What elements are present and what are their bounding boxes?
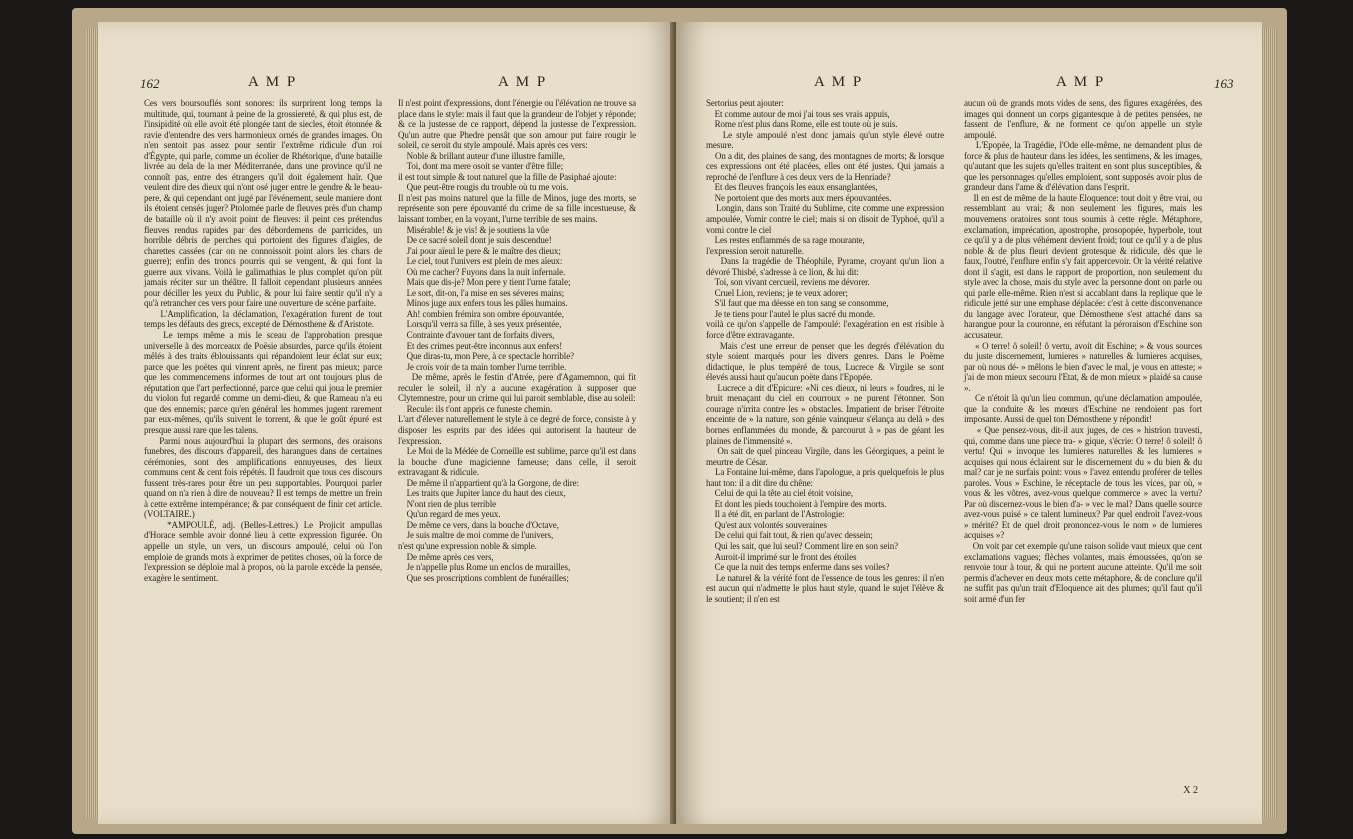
right-page <box>676 22 1262 824</box>
left-page <box>98 22 676 824</box>
running-header-right-col2: A M P <box>1056 74 1106 90</box>
page-edges-left <box>86 28 98 818</box>
right-page-column-2: aucun où de grands mots vides de sens, des figures exagérées, des images qui donnent un corps gigantesque à de petites pensées, ne fassent de l'enflure, & ne forment ce qu'on appelle un style ampoulé. L'Epopée, la Tragédie, l'Ode elle-même, ne demandent plus de force & plus de hauteur dans les idées, les sentimens, & les images, qu'autant que les sujets qu'elles traitent en sont plus susceptibles, & que les personnages qu'elles emploient, sont supposés avoir plus de grandeur dans l'ame & d'élévation dans l'esprit. Il en est de même de la haute Eloquence: tout doit y être vrai, ou ressemblant au vrai; & non seulement les figures, mais les mouvemens oratoires sont tous soumis à cette règle. Métaphore, exclamation, imprécation, apostrophe, prosopopée, hyperbole, tout ce qu'il y a de plus véhément devient froid; tout ce qu'il y a de plus noble & de plus fleuri devient grotesque & ridicule, dès que le faux, l'outré, l'enflure enfin s'y fait appercevoir. Or la vérité relative dont il s'agit, est dans le rapport de proportion, non seulement du style avec la chose, mais du style avec la personne dont on parle ou qui parle elle-même. Rien n'est si accablant dans la replique que le ridicule jetté sur une emphase déplacée: c'est à cette disconvenance du langage avec l'orateur, que Démosthene s'est attaché dans sa harangue pour la couronne, en réfutant la péroraison d'Eschine son accusateur. « O terre! ô soleil! ô vertu, avoit dit Eschine; » & vous sources du juste discernement, lumieres » naturelles & lumieres acquises, par où nous dé- » mêlons le bien d'avec le mal, je vous en atteste; » j'ai de mon mieux secouru l'Etat, & de mon mieux » plaidé sa cause ». Ce n'étoit là qu'un lieu commun, qu'une déclamation ampoulée, que la conduite & les mœurs d'Eschine ne rendoient pas fort imposante. Aussi de quel ton Démosthene y répondit! « Que pensez-vous, dit-il aux juges, de ces » histrion travesti, qui, comme dans une piece tra- » gique, s'écrie: O terre! ô soleil! ô vertu! Qui » invoque les lumieres naturelles & les lumieres » acquises qui nous éclairent sur le discernement du » du bien & du mal? car je ne surfais point: vous » l'avez entendu proférer de telles paroles. Vous » Eschine, le réceptacle de tous les vices, par où, » vous & les vôtres, avez-vous quelque commerce » avec la vertu? Par où discernez-vous le bien d'a- » vec le mal? Dans quelle source avez-vous puisé » ce talent lumineux? Par quel endroit l'avez-vous » mérité? Et de quel droit prononcez-vous le nom » de lumieres acquises »? On voit par cet exemple qu'une raison solide vaut mieux que cent exclamations vagues; flèches volantes, mais émoussées, qu'on se renvoie tour à tour, & qui ne portent aucune atteinte. Qu'il me soit permis d'achever en deux mots cette métaphore, & de conclure qu'il ne suffit pas qu'un trait d'Eloquence ait des plumes; qu'il faut qu'il soit armé d'un fer <box>964 98 1203 604</box>
running-header-right-col1: A M P <box>814 74 864 90</box>
page-number-left: 162 <box>140 76 160 91</box>
page-edges-right <box>1261 28 1277 818</box>
signature-mark: X 2 <box>1183 785 1198 796</box>
running-header-left-col1: A M P <box>248 74 298 90</box>
running-header-left-col2: A M P <box>498 74 548 90</box>
right-page-column-1: Sertorius peut ajouter: Et comme autour de moi j'ai tous ses vrais appuis, Rome n'est plus dans Rome, elle est toute où je suis. Le style ampoulé n'est donc jamais qu'un style élevé outre mesure. On a dit, des plaines de sang, des montagnes de morts; & lorsque ces expressions ont été placées, elles ont été justes. Qui jamais a reproché de l'enflure à ces deux vers de la Henriade? Et des fleuves françois les eaux ensanglantées, Ne portoient que des morts aux mers épouvantées. Longin, dans son Traité du Sublime, cite comme une expression ampoulée, Vomir contre le ciel; mais si on disoit de Typhoé, qu'il a vomi contre le ciel Les restes enflammés de sa rage mourante, l'expression seroit naturelle. Dans la tragédie de Théophile, Pyrame, croyant qu'un lion a dévoré Thisbé, s'adresse à ce lion, & lui dit: Toi, son vivant cercueil, reviens me dévorer. Cruel Lion, reviens; je te veux adorer; S'il faut que ma déesse en ton sang se consomme, Je te tiens pour l'autel le plus sacré du monde. voilà ce qu'on s'appelle de l'ampoulé: l'exagération en est risible à force d'être extravagante. Mais c'est une erreur de penser que les degrés d'élévation du style soient marqués pour les divers genres. Dans le Poëme didactique, le plus tempéré de tous, Lucrece & Virgile se sont élevés aussi haut qu'aucun poëte dans l'Epopée. Lucrece a dit d'Epicure: «Ni ces dieux, ni leurs » foudres, ni le bruit menaçant du ciel en courroux » ne purent l'étonner. Son courage n'irrita contre les » obstacles. Impatient de briser l'étroite enceinte de » la nature, son génie vainqueur s'élança au delà » des bornes enflammées du monde, & parcourut à » pas de géant les plaines de l'immensité ». On sait de quel pinceau Virgile, dans les Géorgiques, a peint le meurtre de César. La Fontaine lui-même, dans l'apologue, a pris quelquefois le plus haut ton: il a dit dire du chêne: Celui de qui la tête au ciel étoit voisine, Et dont les pieds touchoient à l'empire des morts. Il a été dit, en parlant de l'Astrologie: Qu'est aux volontés souveraines De celui qui fait tout, & rien qu'avec dessein; Qui les sait, que lui seul? Comment lire en son sein? Auroit-il imprimé sur le front des étoiles Ce que la nuit des temps enferme dans ses voiles? Le naturel & la vérité font de l'essence de tous les genres: il n'en est aucun qui n'admette le plus haut style, quand le sujet l'élève & le soutient; il n'en est <box>706 98 944 604</box>
left-page-column-2: Il n'est point d'expressions, dont l'énergie ou l'élévation ne trouve sa place dans le style: mais il faut que la grandeur de l'objet y réponde; & ce la justesse de ce rapport, dépend la justesse de l'expression. Qu'un autre que Phedre pensât que son amour put faire rougir le soleil, ce seroit du style ampoulé. Mais après ces vers: Noble & brillant auteur d'une illustre famille, Toi, dont ma mere osoit se vanter d'être fille; il est tout simple & tout naturel que la fille de Pasiphaé ajoute: Que peut-être rougis du trouble où tu me vois. Il n'est pas moins naturel que la fille de Minos, juge des morts, se représente son pere épouvanté du crime de sa fille incestueuse, & laissant tomber, en la voyant, l'urne terrible de ses mains. Misérable! & je vis! & je soutiens la vûe De ce sacré soleil dont je suis descendue! J'ai pour aïeul le pere & le maître des dieux; Le ciel, tout l'univers est plein de mes aïeux: Où me cacher? Fuyons dans la nuit infernale. Mais que dis-je? Mon pere y tient l'urne fatale; Le sort, dit-on, l'a mise en ses séveres mains; Minos juge aux enfers tous les pâles humains. Ah! combien frémira son ombre épouvantée, Lorsqu'il verra sa fille, à ses yeux présentée, Contrainte d'avouer tant de forfaits divers, Et des crimes peut-être inconnus aux enfers! Que diras-tu, mon Pere, à ce spectacle horrible? Je crois voir de ta main tomber l'urne terrible. De même, après le festin d'Atrée, pere d'Agamemnon, qui fit reculer le soleil, il n'y a aucune exagération à supposer que Clytemnestre, pour un crime qui lui paroit semblable, dise au soleil: Recule: ils t'ont appris ce funeste chemin. L'art d'élever naturellement le style à ce degré de force, consiste à y disposer les esprits par des idées qui autorisent la hauteur de l'expression. Le Moi de la Médée de Corneille est sublime, parce qu'il est dans la bouche d'une magicienne fameuse; dans celle, il seroit extravagant & ridicule. De même il n'appartient qu'à la Gorgone, de dire: Les traits que Jupiter lance du haut des cieux, N'ont rien de plus terrible Qu'un regard de mes yeux. De même ce vers, dans la bouche d'Octave, Je suis maître de moi comme de l'univers, n'est qu'une expression noble & simple. De même après ces vers, Je n'appelle plus Rome un enclos de murailles, Que ses proscriptions comblent de funérailles; <box>398 98 636 583</box>
left-page-column-1: Ces vers boursouflés sont sonores: ils surprirent long temps la multitude, qui, tournant à peine de la grossiereté, & qui plus est, de l'insipidité où elle avoit été plongée tant de siecles, étoit étonnée & ravie d'entendre des vers harmonieux ornés de grandes images. On n'en sentoit pas assez pour sentir l'extrême ridicule d'un roi d'Égypte, qui parle, comme un écolier de Rhétorique, d'une bataille livrée au dela de la mer Méditerranée, dans une province qu'il ne connoît pas, entre des étrangers qu'il doit également haïr. Que veulent dire des dieux qui n'ont osé juger entre le gendre & le beau-pere, & qui cependant ont jugé par l'événement, seule maniere dont ils étoient censés juger? Ptolomée parle de fleuves près d'un champ de bataille où il n'y avoit point de fleuves: il peint ces prétendus fleuves rendus rapides par des débordemens de parricides, un horrible débris de perches qui portoient des figures d'aigles, de charettes cassées (car on ne connoissoit point alors les chars de guerre); enfin des troncs pourris qui se vengent, & qui font la guerre aux vivans. Voilà le galimathias le plus complet qu'on pût jamais réciter sur un théâtre. Il falloit cependant plusieurs années pour déciller les yeux du Public, & pour lui faire sentir qu'il n'y a qu'à retrancher ces vers pour faire une ouverture de scène parfaite. L'Amplification, la déclamation, l'exagération furent de tout temps les défauts des grecs, excepté de Démosthene & d'Aristote. Le temps même a mis le sceau de l'approbation presque universelle à des morceaux de Poësie absurdes, parce qu'ils étoient mêlés à des traits éblouissants qui répandoient leur éclat sur eux; parce que les poëtes qui vinrent après, ne firent pas mieux; parce que les commencemens informes de tout art ont toujours plus de réputation que l'art perfectionné, parce que celui qui joua le premier du violon fut regardé comme un demi-dieu, & que Rameau n'a eu que des ennemis; parce qu'en général les hommes jugent rarement par eux-mêmes, qu'ils suivent le torrent, & que le goût épuré est presque aussi rare que les talens. Parmi nous aujourd'hui la plupart des sermons, des oraisons funebres, des discours d'appareil, des harangues dans de certaines cérémonies, sont des amplifications ennuyeuses, des lieux communs cent & cent fois répétés. Il faudroit que tous ces discours fussent très-rares pour être un peu supportables. Pourquoi parler quand on n'a rien à dire de nouveau? Il est temps de mettre un frein à cette extrême intempérance; & par conséquent de finir cet article. (VOLTAIRE.) *AMPOULÉ, adj. (Belles-Lettres.) Le Projicit ampullas d'Horace semble avoir donné lieu à cette expression figurée. On appelle un style, un vers, un discours ampoulé, celui où l'on emploie de grands mots à exprimer de petites choses, où la force de l'expression se déploie mal à propos, où la parole excède la pensée, exagère le sentiment. <box>144 98 382 583</box>
page-number-right: 163 <box>1214 76 1234 91</box>
open-book <box>72 8 1287 834</box>
